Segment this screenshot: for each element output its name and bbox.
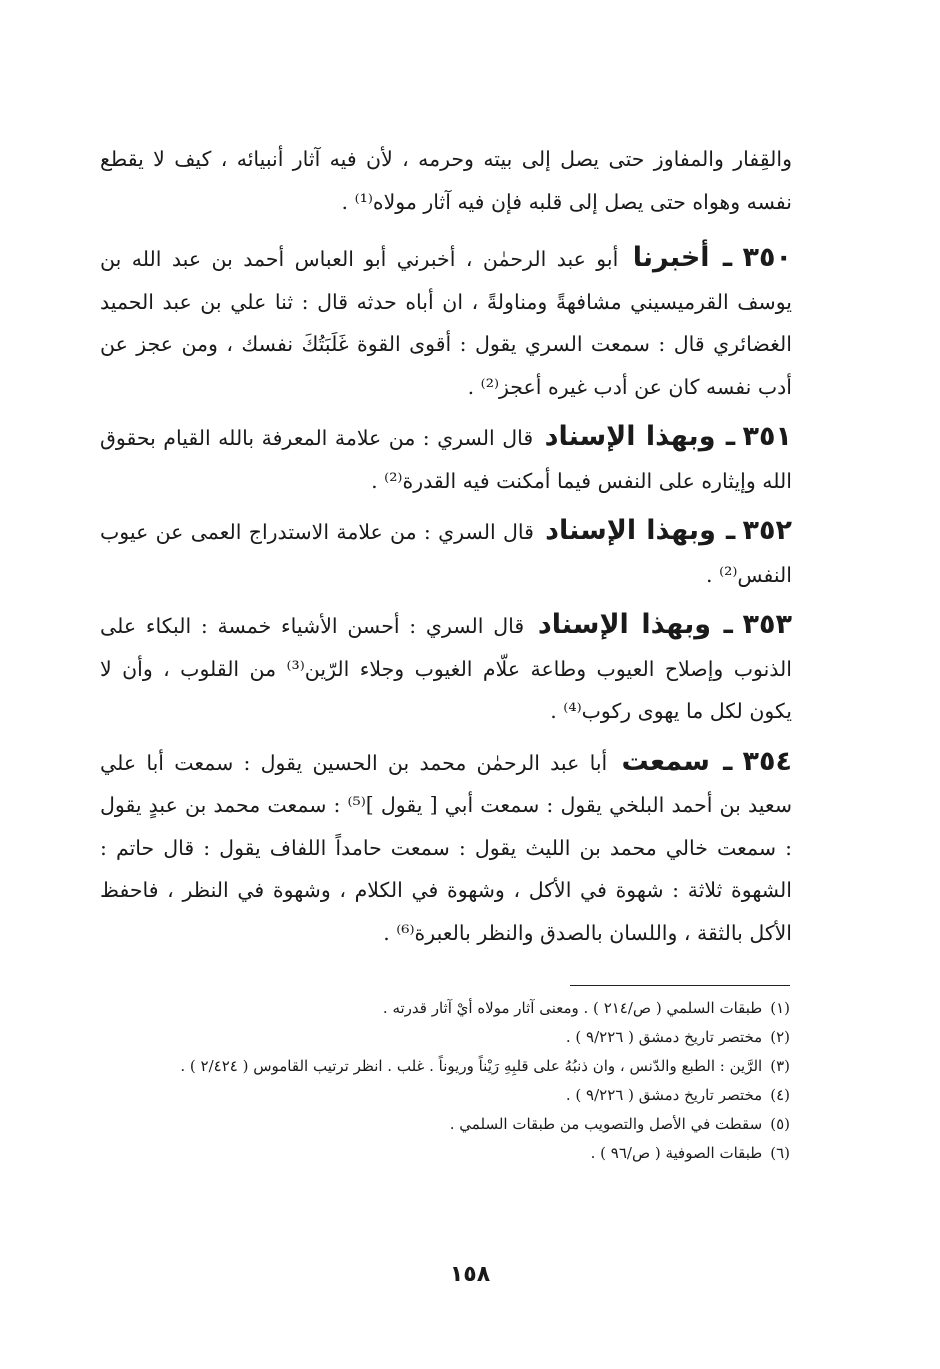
footnotes xyxy=(108,994,790,1168)
page-body xyxy=(100,138,792,962)
paragraph-text: قال السري : من علامة الاستدراج العمى عن عيوب النفس⁽²⁾ . xyxy=(100,520,792,587)
paragraph-353 xyxy=(100,604,792,733)
paragraph-lead: ـ وبهذا الإسناد xyxy=(544,421,736,452)
paragraph-350 xyxy=(100,237,792,408)
footnote-text: طبقات السلمي ( ص/٢١٤ ) . ومعنى آثار مولاه أيْ آثار قدرته . xyxy=(382,999,763,1017)
paragraph-text: والقِفار والمفاوز حتى يصل إلى بيته وحرمه ، لأن فيه آثار أنبيائه ، كيف لا يقطع نفسه وهواه حتى يصل إلى قلبه فإن فيه آثار مولاه⁽¹⁾ . xyxy=(100,147,792,214)
paragraph-lead: ـ أخبرنا xyxy=(632,242,733,273)
footnote-mark: (٦) xyxy=(770,1144,790,1162)
footnote-text: طبقات الصوفية ( ص/٩٦ ) . xyxy=(590,1144,763,1162)
footnote-2 xyxy=(108,1023,790,1052)
footnote-5 xyxy=(108,1110,790,1139)
paragraph-continuation xyxy=(100,138,792,223)
paragraph-text: أبو عبد الرحمٰن ، أخبرني أبو العباس أحمد بن عبد الله بن يوسف القرميسيني مشافهةً ومناولةً ، ان أباه حدثه قال : ثنا علي بن عبد الحميد الغضائري قال : سمعت السري يقول : أقوى القوة غَلَبَتُكَ نفسك ، ومن عجز عن أدب نفسه كان عن أدب غيره أعجز⁽²⁾ . xyxy=(100,247,792,399)
paragraph-number: ٣٥٣ xyxy=(742,609,792,640)
footnote-text: مختصر تاريخ دمشق ( ٩/٢٢٦ ) . xyxy=(565,1028,763,1046)
paragraph-352 xyxy=(100,510,792,596)
footnote-mark: (٥) xyxy=(770,1115,790,1133)
footnote-1 xyxy=(108,994,790,1023)
paragraph-number: ٣٥١ xyxy=(742,421,792,452)
footnote-mark: (٣) xyxy=(770,1057,790,1075)
paragraph-text: قال السري : من علامة المعرفة بالله القيام بحقوق الله وإيثاره على النفس فيما أمكنت فيه القدرة⁽²⁾ . xyxy=(100,426,792,493)
paragraph-354 xyxy=(100,741,792,955)
paragraph-lead: ـ وبهذا الإسناد xyxy=(545,515,736,546)
footnote-4 xyxy=(108,1081,790,1110)
footnote-6 xyxy=(108,1139,790,1168)
footnote-mark: (٤) xyxy=(770,1086,790,1104)
paragraph-text: قال السري : أحسن الأشياء خمسة : البكاء على الذنوب وإصلاح العيوب وطاعة علّام الغيوب وجلاء الرّين⁽³⁾ من القلوب ، وأن لا يكون لكل ما يهوى ركوب⁽⁴⁾ . xyxy=(100,614,792,723)
paragraph-number: ٣٥٤ xyxy=(742,745,792,777)
paragraph-lead: ـ وبهذا الإسناد xyxy=(537,609,733,640)
paragraph-number: ٣٥٠ xyxy=(742,242,792,273)
page-number: ١٥٨ xyxy=(449,1262,491,1287)
paragraph-text: أبا عبد الرحمٰن محمد بن الحسين يقول : سمعت أبا علي سعيد بن أحمد البلخي يقول : سمعت أبي [ يقول ]⁽⁵⁾ : سمعت محمد بن عبدٍ يقول : سمعت خالي محمد بن الليث يقول : سمعت حامداً اللفاف يقول : قال حاتم : الشهوة ثلاثة : شهوة في الأكل ، وشهوة في الكلام ، وشهوة في النظر ، فاحفظ الأكل بالثقة ، واللسان بالصدق والنظر بالعبرة⁽⁶⁾ . xyxy=(100,750,792,945)
footnote-divider xyxy=(570,985,790,986)
paragraph-351 xyxy=(100,416,792,502)
paragraph-lead: ـ سمعت xyxy=(621,745,733,777)
footnote-3 xyxy=(108,1052,790,1081)
footnote-mark: (١) xyxy=(770,999,790,1017)
footnote-text: الرَّين : الطبع والدّنس ، وان ذنبُهُ على قلبِهِ رَيْناً وريوناً . غلب . انظر ترتيب القاموس ( ٢/٤٢٤ ) . xyxy=(180,1057,763,1075)
footnote-text: مختصر تاريخ دمشق ( ٩/٢٢٦ ) . xyxy=(565,1086,763,1104)
paragraph-number: ٣٥٢ xyxy=(742,515,792,546)
footnote-mark: (٢) xyxy=(770,1028,790,1046)
footnote-text: سقطت في الأصل والتصويب من طبقات السلمي . xyxy=(449,1115,763,1133)
